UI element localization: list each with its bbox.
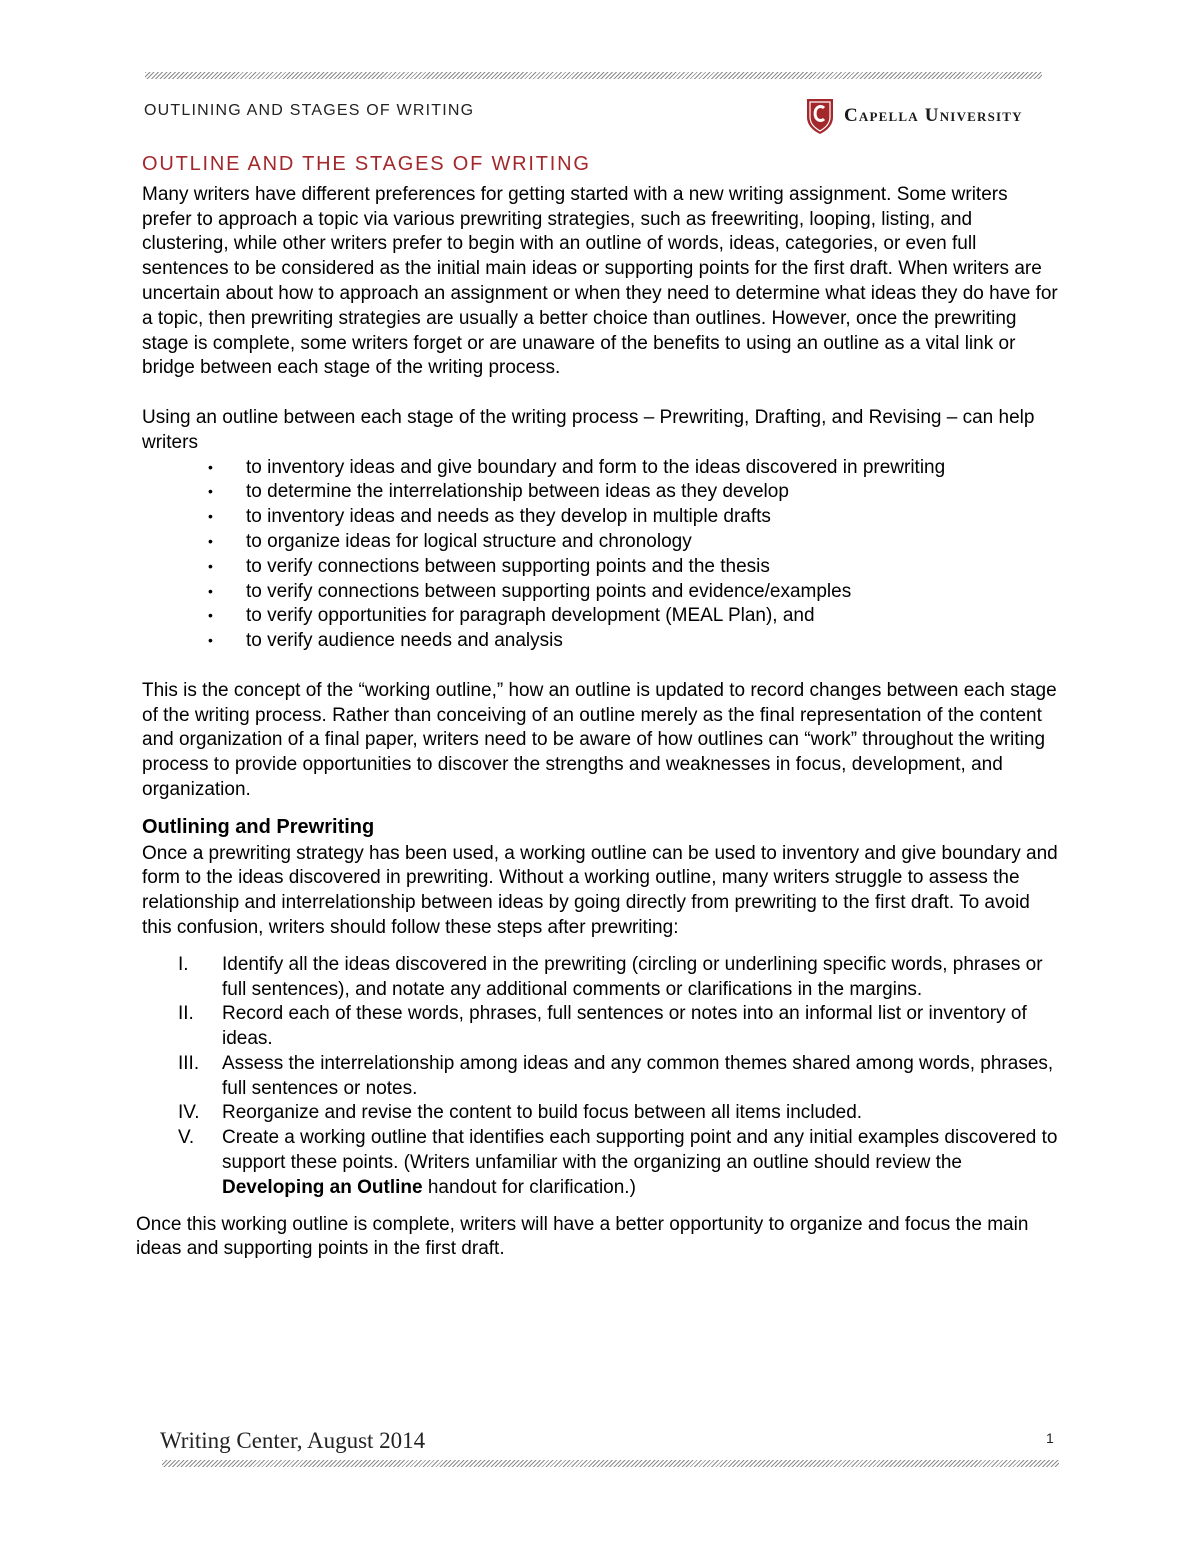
step-text: Record each of these words, phrases, full sentences or notes into an informal list or inventory of ideas.	[222, 1003, 1027, 1050]
list-item: • to verify connections between supporting points and the thesis	[204, 555, 1062, 580]
step-item	[178, 1126, 1062, 1200]
closing-paragraph: Once this working outline is complete, writers will have a better opportunity to organize and focus the main ideas and supporting points in the first draft.	[136, 1213, 1029, 1260]
list-item: • to determine the interrelationship between ideas as they develop	[204, 480, 1062, 505]
list-item: • to verify connections between supporting points and evidence/examples	[204, 580, 1062, 605]
step-text: Create a working outline that identifies each supporting point and any initial examples discovered to support these points. (Writers unfamiliar with the organizing an outline should review the	[222, 1127, 1058, 1174]
step-number: V.	[178, 1127, 195, 1149]
steps-list	[178, 953, 1062, 1201]
handout-title: Developing an Outline	[222, 1176, 423, 1198]
step-text: Reorganize and revise the content to build focus between all items included.	[222, 1102, 863, 1124]
list-item: • to verify audience needs and analysis	[204, 629, 1062, 654]
step-text: Assess the interrelationship among ideas and any common themes shared among words, phrases, full sentences or notes.	[222, 1052, 1054, 1099]
step-number: II.	[178, 1003, 194, 1025]
prewriting-heading: Outlining and Prewriting	[142, 815, 375, 838]
step-item	[178, 953, 1062, 1003]
prewriting-intro: Once a prewriting strategy has been used, a working outline can be used to inventory and give boundary and form to the ideas discovered in prewriting. Without a working outline, many writers struggle to assess the relationship and interrelationship between ideas by going directly from prewriting to the first draft. To avoid this confusion, writers should follow these steps after prewriting:	[142, 842, 1058, 938]
section-title: OUTLINE AND THE STAGES OF WRITING	[142, 153, 591, 175]
step-item	[178, 1002, 1062, 1052]
benefits-list	[204, 456, 1062, 654]
intro-paragraph: Many writers have different preferences for getting started with a new writing assignment. Some writers prefer to approach a topic via various prewriting strategies, such as freewriting, looping, listing, and clustering, while other writers prefer to begin with an outline of words, ideas, categories, or even full sentences to be considered as the initial main ideas or supporting points for the first draft. When writers are uncertain about how to approach an assignment or when they need to determine what ideas they do have for a topic, then prewriting strategies are usually a better choice than outlines. However, once the prewriting stage is complete, some writers forget or are unaware of the benefits to using an outline as a vital link or bridge between each stage of the writing process.	[142, 183, 1058, 379]
footer-text: Writing Center, August 2014	[160, 1428, 426, 1453]
list-item: • to organize ideas for logical structure and chronology	[204, 530, 1062, 555]
page-number: 1	[1046, 1430, 1054, 1446]
document-body	[136, 152, 1062, 1262]
step-number: I.	[178, 953, 189, 975]
capella-logo	[806, 94, 1038, 138]
footer-rule	[162, 1460, 1059, 1467]
step-item	[178, 1101, 1062, 1126]
working-outline-paragraph: This is the concept of the “working outline,” how an outline is updated to record changes between each stage of the writing process. Rather than conceiving of an outline merely as the final representation of the content and organization of a final paper, writers need to be aware of how outlines can “work” throughout the writing process to provide opportunities to discover the strengths and weaknesses in focus, development, and organization.	[142, 679, 1057, 800]
step-number: IV.	[178, 1102, 200, 1124]
list-item: • to inventory ideas and needs as they develop in multiple drafts	[204, 505, 1062, 530]
list-item: • to verify opportunities for paragraph development (MEAL Plan), and	[204, 604, 1062, 629]
running-head: OUTLINING AND STAGES OF WRITING	[144, 102, 475, 119]
step-number: III.	[178, 1052, 200, 1074]
step-text-end: handout for clarification.)	[422, 1176, 636, 1198]
step-text: Identify all the ideas discovered in the prewriting (circling or underlining specific words, phrases or full sentences), and notate any additional comments or clarifications in the margins.	[222, 953, 1043, 1000]
logo-text: Capella University	[844, 105, 1023, 126]
lead-in-paragraph: Using an outline between each stage of the writing process – Prewriting, Drafting, and Revising – can help writers	[142, 406, 1035, 453]
header-rule	[145, 72, 1042, 79]
capella-shield-icon	[806, 97, 834, 135]
list-item: • to inventory ideas and give boundary and form to the ideas discovered in prewriting	[204, 456, 1062, 481]
step-item	[178, 1052, 1062, 1102]
